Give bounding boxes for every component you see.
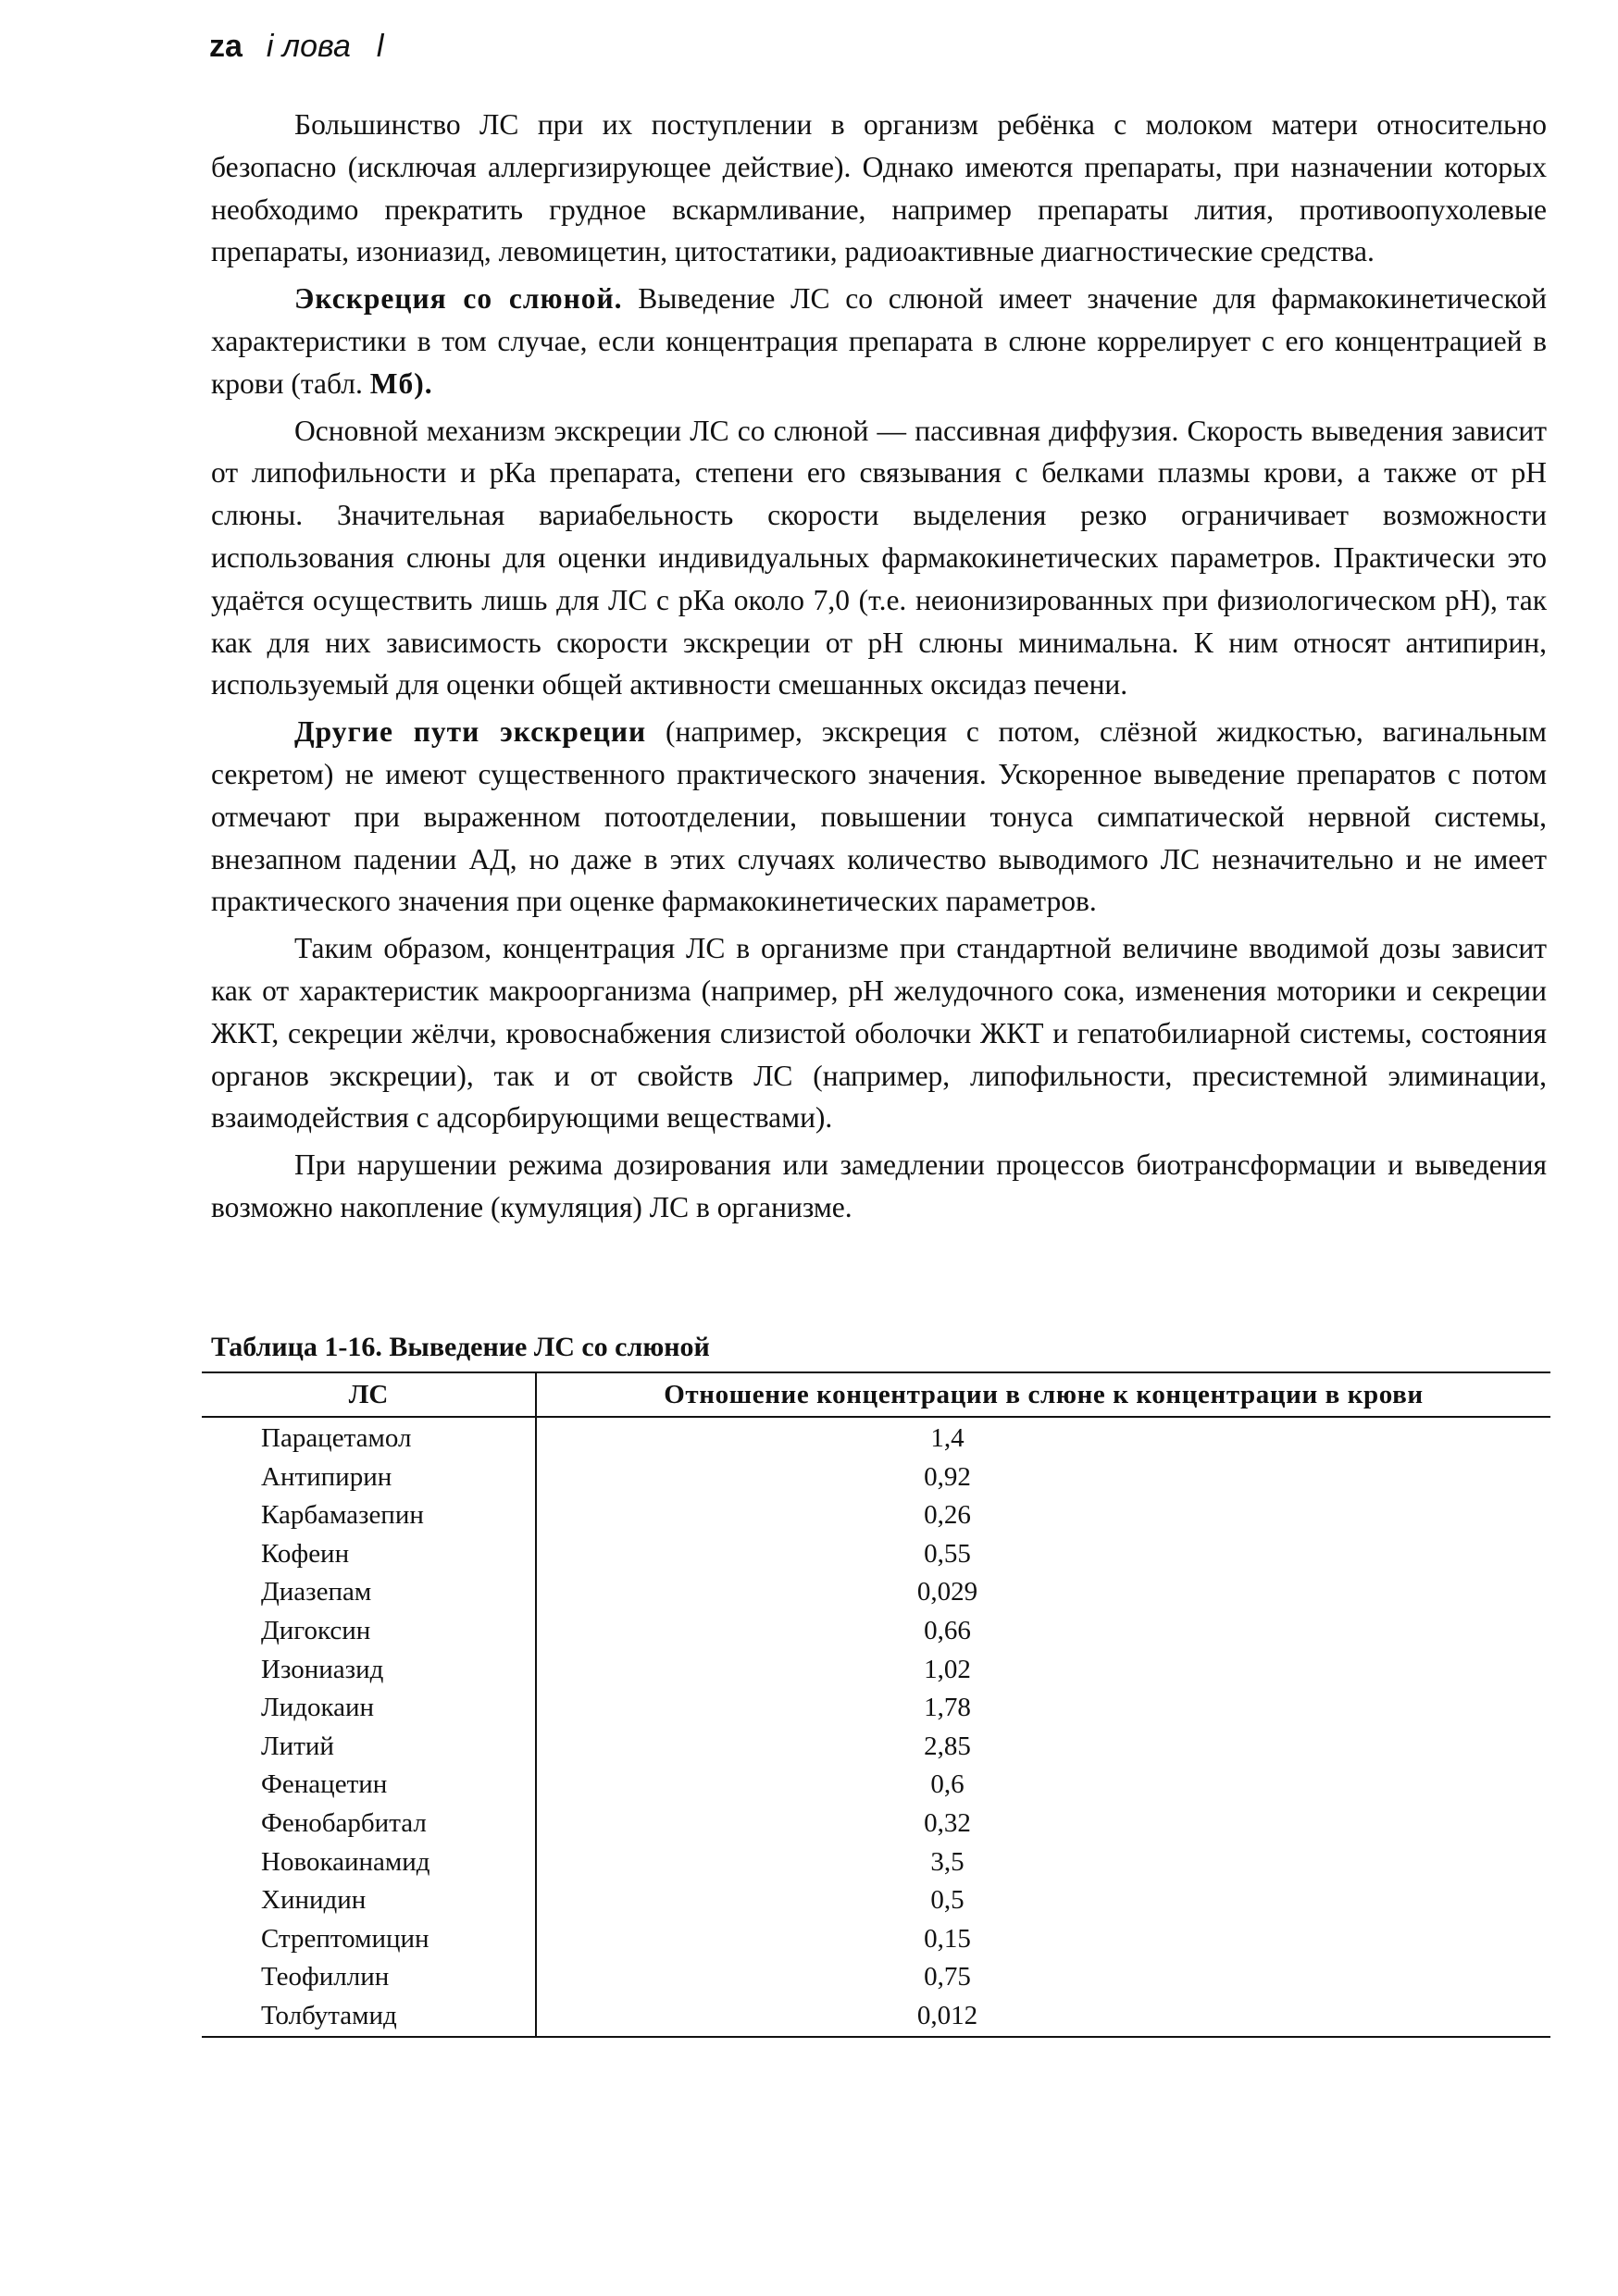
drug-name-cell: Хинидин [202, 1881, 536, 1920]
ratio-value-cell: 0,75 [924, 1962, 971, 1992]
table-row [202, 1997, 1550, 2037]
table-row [202, 1651, 1550, 1690]
table-row [202, 1612, 1550, 1651]
ratio-value-cell: 0,32 [924, 1807, 971, 1838]
ratio-value-cell: 0,26 [924, 1500, 971, 1531]
ratio-value-cell: 0,012 [536, 1997, 1550, 2037]
paragraph: Другие пути экскреции (например, экскреция с потом, слёзной жидкостью, вагинальным секретом) не имеют существенного практического значения. Ускоренное выведение препаратов с потом отмечают при выраженном потоотделении, повышении тонуса симпатической нервной системы, внезапном падении АД, но даже в этих случаях количество выводимого ЛС незначительно и не имеет практического значения при оценке фармакокинетических параметров. [211, 715, 1547, 918]
drug-name-cell: Диазепам [202, 1573, 536, 1612]
table-row [202, 1496, 1550, 1535]
drug-name-cell: Карбамазепин [202, 1496, 536, 1535]
drug-name-cell: Лидокаин [202, 1689, 536, 1728]
column-header-drug: ЛС [202, 1372, 536, 1417]
drug-name-cell: Изониазид [202, 1651, 536, 1690]
table-row [202, 1958, 1550, 1997]
ratio-value-cell: 0,66 [924, 1615, 971, 1645]
running-head [209, 28, 383, 65]
table-header-row [202, 1372, 1550, 1417]
drug-name-cell: Литий [202, 1728, 536, 1767]
drug-name-cell: Теофиллин [202, 1958, 536, 1997]
table-reference: Мб). [369, 366, 433, 400]
ratio-value-cell: 0,92 [924, 1461, 971, 1492]
drug-name-cell: Толбутамид [202, 1997, 536, 2037]
paragraph-lead: Другие пути экскреции [294, 715, 647, 749]
ratio-value-cell: 3,5 [930, 1846, 965, 1877]
page-number: za [209, 29, 243, 64]
drug-name-cell: Дигоксин [202, 1612, 536, 1651]
column-header-ratio: Отношение концентрации в слюне к концентрации в крови [536, 1372, 1550, 1417]
table-body [202, 1417, 1550, 2037]
table-row [202, 1881, 1550, 1920]
table-row [202, 1766, 1550, 1805]
chapter-label: i лова [266, 29, 351, 64]
ratio-value-cell: 0,029 [916, 1577, 978, 1607]
body-text [211, 104, 1547, 1234]
paragraph: При нарушении режима дозирования или замедлении процессов биотрансформации и выведения возможно накопление (кумуляция) ЛС в организме. [211, 1148, 1547, 1223]
table-row [202, 1573, 1550, 1612]
table-row [202, 1843, 1550, 1882]
table-caption: Таблица 1-16. Выведение ЛС со слюной [211, 1332, 710, 1362]
ratio-value-cell: 0,15 [924, 1923, 971, 1954]
table-row [202, 1728, 1550, 1767]
table-row [202, 1689, 1550, 1728]
drug-name-cell: Новокаинамид [202, 1843, 536, 1882]
paragraph: Большинство ЛС при их поступлении в организм ребёнка с молоком матери относительно безопасно (исключая аллергизирующее действие). Однако имеются препараты, при назначении которых необходимо прекратить грудное вскармливание, например препараты лития, противоопухолевые препараты, изониазид, левомицетин, цитостатики, радиоактивные диагностические средства. [211, 108, 1547, 268]
ratio-value-cell: 1,02 [924, 1654, 971, 1684]
drug-name-cell: Фенацетин [202, 1766, 536, 1805]
data-table [202, 1371, 1550, 2038]
ratio-value-cell: 1,78 [924, 1693, 971, 1723]
drug-name-cell: Стрептомицин [202, 1920, 536, 1959]
paragraph-lead: Экскреция со слюной. [294, 282, 623, 316]
drug-name-cell: Фенобарбитал [202, 1805, 536, 1843]
table-row [202, 1920, 1550, 1959]
table-row [202, 1458, 1550, 1497]
drug-name-cell: Парацетамол [202, 1417, 536, 1458]
ratio-value-cell: 1,4 [930, 1423, 965, 1453]
drug-name-cell: Антипирин [202, 1458, 536, 1497]
drug-name-cell: Кофеин [202, 1535, 536, 1574]
ratio-value-cell: 0,55 [924, 1538, 971, 1569]
paragraph: Основной механизм экскреции ЛС со слюной — пассивная диффузия. Скорость выведения зависит от липофильности и рКа препарата, степени его связывания с белками плазмы крови, а также от рН слюны. Значительная вариабельность скорости выделения резко ограничивает возможности использования слюны для оценки индивидуальных фармакокинетических параметров. Практически это удаётся осуществить лишь для ЛС с рКа около 7,0 (т.е. неионизированных при физиологическом рН), так как для них зависимость скорости экскреции от рН слюны минимальна. К ним относят антипирин, используемый для оценки общей активности смешанных оксидаз печени. [211, 414, 1547, 701]
table-row [202, 1805, 1550, 1843]
ratio-value-cell: 0,6 [930, 1769, 965, 1800]
paragraph: Таким образом, концентрация ЛС в организме при стандартной величине вводимой дозы зависит как от характеристик макроорганизма (например, рН желудочного сока, изменения моторики и секреции ЖКТ, секреции жёлчи, кровоснабжения слизистой оболочки ЖКТ и гепатобилиарной системы, состояния органов экскреции), так и от свойств ЛС (например, липофильности, пресистемной элиминации, взаимодействия с адсорбирующими веществами). [211, 932, 1547, 1135]
paragraph: Экскреция со слюной. Выведение ЛС со слюной имеет значение для фармакокинетической характеристики в том случае, если концентрация препарата в слюне коррелирует с его концентрацией в крови (табл. Мб). [211, 282, 1547, 400]
ratio-value-cell: 0,5 [930, 1885, 965, 1916]
chapter-number: l [376, 29, 384, 64]
ratio-value-cell: 2,85 [924, 1731, 971, 1761]
table-row [202, 1535, 1550, 1574]
table-row [202, 1417, 1550, 1458]
